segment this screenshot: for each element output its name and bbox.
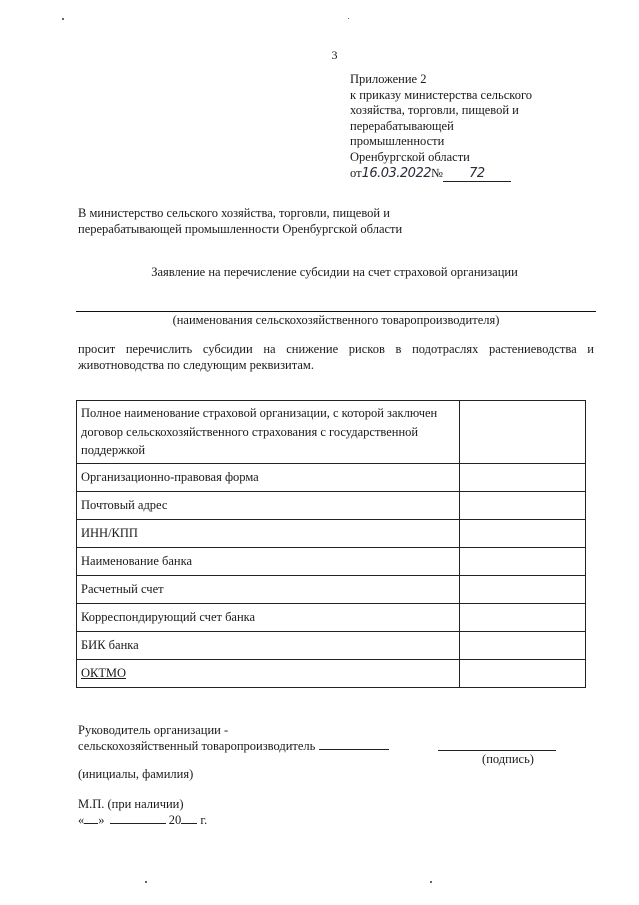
date-year-suffix: г. [200,813,208,827]
stamp-block [78,796,207,828]
table-row [77,576,586,604]
signature-line2: сельскохозяйственный товаропроизводитель [78,739,316,753]
date-day-blank [84,823,98,824]
row-value-insurer-name [459,401,585,464]
row-label-correspondent-account: Корреспондирующий счет банка [77,604,460,632]
row-label-bik: БИК банка [77,632,460,660]
date-year-blank [181,823,197,824]
scan-speck [348,18,349,19]
row-label-insurer-name: Полное наименование страховой организации, с которой заключен договор сельскохозяйственного страхования с государственной поддержкой [77,401,460,464]
appendix-line: хозяйства, торговли, пищевой и [350,103,519,118]
oktmo-label-text: ОКТМО [81,666,126,681]
table-row [77,401,586,464]
document-title: Заявление на перечисление субсидии на счет страховой организации [151,265,518,279]
scan-speck [62,18,64,20]
addressee-line: В министерство сельского хозяйства, торговли, пищевой и [78,206,390,220]
appendix-title: Приложение 2 [350,72,427,86]
appendix-line: к приказу министерства сельского [350,87,533,102]
scan-speck [145,881,147,883]
table-row [77,464,586,492]
table-row [77,632,586,660]
order-number-field [443,166,511,183]
signature-blank-left [319,749,389,750]
row-label-bank-name: Наименование банка [77,548,460,576]
row-label-legal-form: Организационно-правовая форма [77,464,460,492]
row-value-settlement-account [459,576,585,604]
table-row [77,520,586,548]
order-number-handwritten: 72 [469,165,485,181]
appendix-line: промышленности [350,134,445,149]
date-month-blank [110,823,166,824]
appendix-line: перерабатывающей [350,118,454,133]
row-value-postal-address [459,492,585,520]
row-value-bank-name [459,548,585,576]
table-row [77,660,586,688]
producer-name-line [76,311,596,312]
row-value-correspondent-account [459,604,585,632]
stamp-label: М.П. (при наличии) [78,797,184,811]
row-value-oktmo [459,660,585,688]
table-row [77,492,586,520]
initials-caption: (инициалы, фамилия) [78,767,194,781]
addressee [78,205,578,237]
row-value-inn-kpp [459,520,585,548]
row-value-legal-form [459,464,585,492]
order-reference [350,166,580,184]
date-close-quote: » [98,813,105,827]
table-row [77,604,586,632]
row-value-bik [459,632,585,660]
row-label-postal-address: Почтовый адрес [77,492,460,520]
order-prefix: от [350,165,362,180]
date-year-prefix: 20 [168,813,182,827]
table-row [77,548,586,576]
producer-name-caption: (наименования сельскохозяйственного товаропроизводителя) [172,313,500,327]
order-number-sign: № [431,165,443,180]
date-open-quote: « [78,813,85,827]
date-line [78,812,207,828]
row-label-oktmo [77,660,460,688]
request-text: просит перечислить субсидии на снижение рисков в подотраслях растениеводства и животноводства по следующим реквизитам. [78,342,594,372]
requisites-table [76,400,586,688]
row-label-inn-kpp: ИНН/КПП [77,520,460,548]
appendix-line: Оренбургской области [350,149,470,164]
signature-caption: (подпись) [482,752,534,766]
scan-speck [430,881,432,883]
order-date-handwritten: 16.03.2022 [361,165,431,181]
addressee-line: перерабатывающей промышленности Оренбургской области [78,222,403,236]
signature-blank-right [438,750,556,751]
page-number: 3 [331,48,338,62]
row-label-settlement-account: Расчетный счет [77,576,460,604]
signature-line1: Руководитель организации - [78,723,229,737]
appendix-header [350,72,580,184]
